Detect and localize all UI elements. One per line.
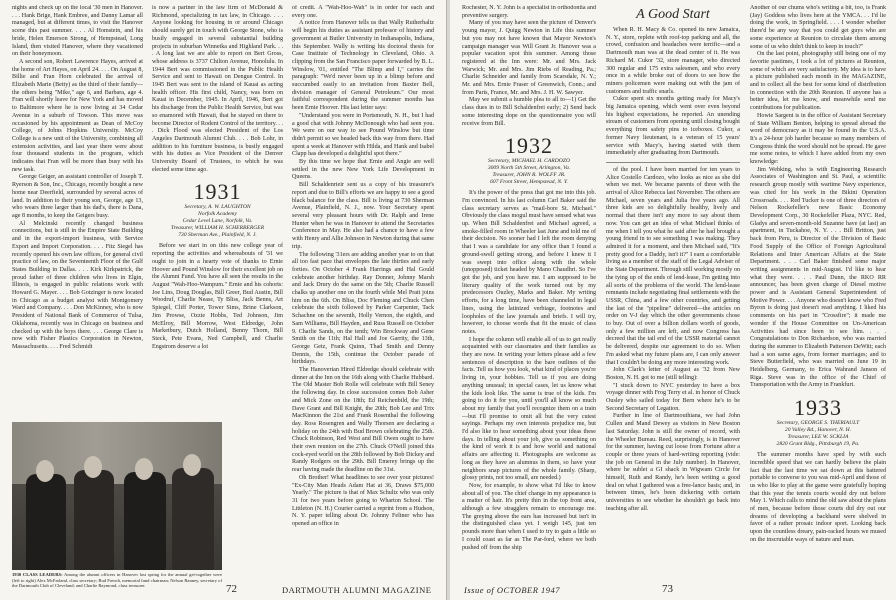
paragraph: Jim Webking, who is with Engineering Research Associates of Washington and St. Paul, a scientific research group mostly with wartime Navy experience, was cited for his work in the Bikini Operation Crossroads. . . . Red Tucker is one of three directors of Nelson Rockefeller's new Basic Economy Development Corp., 30 Rockefeller Plaza, NYC. Red, Gladys and seven-month-old Suzanne have (at last) an apartment, in Tuckahoe, N. Y. . . . Bill Britton, just back from Peru, is Director of the Division of Basic Food Supply of the Office of Foreign Agricultural Relations and Inter American Affairs at the State Department. . . . Carl Baker finished some major writing assignments in mid-August. I'd like to hear what they were. . . . Paul Dunn, the RKO RR announcer, has been given charge of Diesel motive power and is Assistant General Superintendent of Motive Power. . . . Anyone who doesn't know who Fred Byron is doing just doesn't read anything. I liked his comments on his part in "Crossfire"; it made me wonder if the House Committee on Un-American Activities had since been to see him. . . . Congratulations to Don Richardson, who was married during the summer to Elizabeth Patterson DeWitt; each had a son same ages, from former marriages; and to Steve Butterfield, who was married on June 19 in Heidelberg, Germany, to Erica Wahrand Janson of Riga. Steve was in the office of the Chief of Transportation with the Army in Frankfurt. xyxy=(750,166,886,389)
class-leaders-photo xyxy=(12,422,222,570)
secretary-line: Secretary, MICHAEL H. CARDOZO xyxy=(488,158,570,165)
paragraph: It's the power of the press that got me into this job. I'm convinced. In his last column Carl Baker said the class secretary serves as "mail-bore St. Michael." Obviously the class mogul must have sensed what was up. When Bill Schaldenfrei and Michael agreed, a smoke-filled room in Wheeler last June and told me of their decision. No sooner had I left the room denying that I was a candidate for any office than I found a ground-swell getting strong, and before I knew it I was swept into office along with the whole (unopposed) ticket headed by Mano Chaudhri. So I've got the job, and you have me. I am supposed to be literary quality of the work turned out by my predecessors Ouzley, Marks and Baker. My writing efforts, for a long time, have been channeled in legal lines, using the latinized verbiage, footnotes and loopholes of the law journals and briefs. I will try, however, to choose words that fit the music of class notes. xyxy=(462,190,596,335)
paragraph: Many of you may have seen the picture of Denver's young mayor, J. Quigg Newton in Life this summer but you may not have known that Mayor Newton's campaign manager was Will Grant Jr. Hanover was a popular vacation spot this summer. Among those registered at the Inn were: Mr. and Mrs. Jack Warwick; Mr. and Mrs. Jim Riebs of Reading, Pa.; Charlie Schneider and family from Scarsdale, N. Y.; Mr. and Mrs. Ernie Fraser of Greenwich, Conn.; and from Paris, France, Mr. and Mrs. J. H. W. Sawyer. xyxy=(462,20,596,96)
secretary-address-2: Cedar Level Lane, Norfolk, Va. xyxy=(182,218,253,225)
paragraph: "I stuck down to NYC yesterday to have a box voyage dinner with Frog Terry et al. in honor of Chuck Ousley who sailed today for Bern where he's to be Second Secretary of Legation. xyxy=(606,382,740,412)
paragraph: of the pool. I have been married for ten years to Alice Costello Cardozo, who looks as nice as she did when we met. We became parents of three with the arrival of Alice Rebecca last November. The others are Michael, seven years and Julia five years ago. All three kids are so delightfully healthy, lively and normal that there isn't any more to say about them now. You can get an idea of what Michael thinks of me when I tell you what he said after he had brought a young friend in to see something I was making. They admired it for a moment, and then Michael said, "It's pretty good for a Daddy, isn't it?" I earn a comfortable living as a member of the staff of the Legal Adviser of the State Department. Through still working mostly on the tying up of the ends of lend-lease, I'm getting into all sorts of the problems of the world. The lend-lease remnants include negotiating final settlements with the USSR, China, and a few other countries, and getting the last of the "pipeline" delivered—the articles on order on V-J day which the other governments chose to buy. Out of over a billion dollars worth of goods, only a few million are left, and now Congress has decreed that the tail end of the USSR material cannot be delivered, despite our agreement to do so. When I'm asked what my future plans are, I can only answer that I couldn't be doing any more interesting work. xyxy=(606,166,740,366)
paragraph: John Clark's letter of August as '32 from New Boston, N. H. got to me (still telling): xyxy=(606,367,740,381)
paragraph: Another of our chums who's writing a bit, too, is Frank (Jay) Goddess who lives here at the YMCA. . . I'd lie doing the work, in Springfield. . . . I wonder whether there'd be any way that you could get guys who are some experience at Reunion to circulate them among some of us who didn't think to keep in touch?" xyxy=(750,5,886,50)
right-page-number: 73 xyxy=(662,583,673,595)
photo-head-3 xyxy=(135,458,153,480)
secretary-address: 3009 North 5th Street, Arlington, Va. xyxy=(487,165,571,172)
paragraph: Further in line of Dartmouthiana, we had John Cullen and Mand Dewey as visitors in New Boston last Saturday. John is still the owner of record, with the Wheeler Bureau. Reed, surprisingly, is in Hanover for the summer, having cut loose from Fortune after a couple or three years of hard-writing reporting (vide: the job on General in the July number). In Hanover, where he sublet a GI shack in Wigwam Circle for himself, Ruth and Randy, he's been writing a good deal on what I gathered was a free-lance basis; and, in between times, he's been dickering with certain universities to see whether he shouldn't go back into teaching after all. xyxy=(606,413,740,512)
photo-person-3 xyxy=(124,472,166,570)
paragraph: Now, for example, to show what I'd like to know about all of you. The chief change in my appearance is a matter of hair. It's pretty thin in the top front area, although a few stragglers remain to encourage me. The greying above the ears has increased but isn't in the distinguished class yet. I weigh 145, just ten pounds more than when I used to try to gain a little so I could coast as far as The Par-ford, where we both pushed off from the ship xyxy=(462,482,596,551)
paragraph: Cukor spent six months getting ready for Macy's big Jamaica opening, which went over even beyond his highest expectations, he reported. An unending stream of customers from opening until closing bought everything from safety pins to iceboxes. Cukor, a former Navy lieutenant, is a veteran of 15 years' service with Macy's, having started with them immediately after graduating from Dartmouth. xyxy=(606,96,740,157)
secretary-address: 20 Valley Rd., Hanover, N. H. xyxy=(784,427,852,434)
photo-caption-text: Among the alumni officers in Hanover last spring for the annual get-together were (left to right) Alex McFarland, class secretary; Bud French, memorial fund chairman; Nelson Ranney, secretary of the Dartmouth Club of Cleveland; and Charlie Raymond, class treasurer. xyxy=(12,572,222,589)
article-divider xyxy=(606,162,740,163)
class-year-heading: 1933 xyxy=(794,395,842,421)
paragraph: of credit. A "Wah-Hoo-Wah" is in order for each and every one. xyxy=(292,5,434,19)
paragraph: Bill Schaldenrieir sent us a copy of his treasurer's report and due to Bill's efforts we are happy to see a good black balance for the class. Bill is living at 730 Sherman Avenue, Plainfield, N. J., now. Your Secretary spent several very pleasant hours with Dr. Ralph and Irene Hunter when he was in Hanover to attend the Secretaries Conference in May. He also had a chance to have a few with Henry and Allie Johnson in Newton during that same trip. xyxy=(292,182,434,250)
secretary-address-1: Norfolk Academy xyxy=(198,211,237,218)
left-column-3 xyxy=(292,5,434,578)
photo-person-2 xyxy=(74,470,114,570)
left-column-1 xyxy=(12,5,143,415)
class-section-header xyxy=(152,180,283,239)
paragraph: is now a partner in the law firm of McDonald & Richmond, specializing in tax law, in Chicago. . . . Anyone looking for housing in or around Chicago should surely get in touch with George Stone, who is busily engaged in several substantial building projects in suburban Winnetka and Highland Park. . . . A long last we are able to report on Bert Gross, whose address is 3737 Chilton Avenue, Honolulu. In 1944 Bert was commissioned in the Public Health Service and sent to Hawaii on Dengue Control. In 1945 Bert was sent to the island of Kauai as acting health officer. His first child, Nancy, was born on Kauai in December, 1945. In April, 1946, Bert got his discharge from the Public Health Service, but was so enamored with Hawaii, that he stayed on there to become Director of Rodent Control of the territory. . . . Dick Flood was elected President of the Los Angeles Dartmouth Alumni Club. . . . Bob Lohr, in addition to his furniture business, is busily engaged with his duties as Vice President of the Denver University Board of Trustees, to which he was elected some time ago. xyxy=(152,5,283,173)
class-year-heading: 1931 xyxy=(193,179,242,205)
article-title: A Good Start xyxy=(636,7,710,22)
treasurer-address: 2820 Grant Bldg., Pittsburgh 19, Pa. xyxy=(776,441,860,448)
paragraph: Before we start in on this new college year of reporting the activities and whereabouts of '31 we ought to join in a hearty vote of thanks to Ernie Hoover and Pound Winslow for their excellent job on the Alumni Fund. You have all seen the results in the August "Wah-Hoo-Wampum." Ernie and his cohorts: Joe Lins, Doug Douglas, Bill Greer, Bud Austin, Bill Woodruf, Charlie Nease, Ty Bliss, Jack Benns, Art Spiegel, Cliff Porter, Tower Sims, Brine Clarkson, Jim Prowse, Ozzie Hobbs, Ted Johnson, Jim McElroy, Bill Morrow, West Eldredge, John Marketbury, Dutch Holland, Benny Thorn, Bill Steck, Pete Evans, Ned Campbell, and Charlie Engstrom deserve a lot xyxy=(152,243,283,350)
treasurer-line: Treasurer, JOHN R. WOLFF JR. xyxy=(492,172,566,179)
right-column-3 xyxy=(750,5,886,583)
left-page xyxy=(0,0,447,600)
left-column-2 xyxy=(152,5,283,420)
right-footer: Issue of OCTOBER 1947 xyxy=(464,585,561,595)
paragraph: Howie Sargent is in the office of Assistant Secretary of State William Benton, helping to spread abroad the word of democracy as it may be found in the U.S.A. It's a 24-hour job harder because so many members of Congress think the word should not be spread. He gave me some notes, to which I have added from my own knowledge: xyxy=(750,112,886,166)
class-section-header xyxy=(750,396,886,448)
paragraph: May we submit a humble plea to all to—1) Get the class dues in to Bill Schaldenfrei early; 2) Send back some interesting dope on the questionnaire you will receive from Bill. xyxy=(462,97,596,127)
treasurer-line: Treasurer, LEE W. SCKLIA xyxy=(787,434,849,441)
paragraph: By this time we hope that Ernie and Angie are well settled in the new New York Life Development in Queens. xyxy=(292,159,434,181)
class-year-heading: 1932 xyxy=(505,133,553,159)
paragraph: On the last point, photography still being one of my favorite pastimes, I took a lot of pictures at Reunion, some of which are very satisfactory. My idea is to have a picture published each month in the MAGAZINE, and to collect all the best for some kind of distribution in connection with the 20th Reunion. If anyone has a better idea, let me know, and meanwhile send me contributions for publication. xyxy=(750,51,886,112)
paragraph: George Geiger, an assistant controller of Joseph T. Ryerson & Son, Inc., Chicago, recently bought a new home near Deerfield, surrounded by several acres of land. In addition to their young son, George, age 13, who wears three larger than his dad's, there is Dana, age 8 months, to keep the Geigers busy. xyxy=(12,174,143,219)
photo-head-1 xyxy=(36,460,54,482)
paragraph: The Hanoverian Hired Eldredge should celebrate with dinner at the Inn on the 16th along with Charlie Hubbard. The Old Master Bob Rolle will celebrate with Bill Seney the following day. In close succession comes Bob Asher and Mick Zone on the 18th; Ed Reichenbild, the 19th; Dave Grant and Bill Knight, the 20th; Bob Lee and Trix MacKinnon the 21st and Frank Rosenthal the following day. Ross Rosengren and Wally Thorsen are declaring a holiday on the 24th with Bud Brown celebrating the 25th. Chuck Robinson, Red West and Bill Owen ought to have their own reunion on the 27th. Chuck O'Neill joined this cock-eyed world on the 28th followed by Bob Dickey and Randy Rodgers on the 29th. Bill Emerey brings up the rear having made the deadline on the 31st. xyxy=(292,367,434,474)
paragraph: A second son, Robert Lawrence Hayes, arrived at the home of Art Hayes, on April 24. . . . On August 8, Billie and Fran Horn celebrated the arrival of Elizabeth Marie (Betty) as the third of their family—the others being "Mike," age 6, and Barbara, age 4. Fran will shortly leave for New York and has moved to Baltimore where he is now living at 34 Cedar Avenue in a suburb of Towson. This move was occasioned by his appointment as Dean of McCoy College, of Johns Hopkins University. McCoy College is a new unit of the University, combining all extension activities, and last year there were about four thousand students in the program, which indicates that Fran will be more than busy with his new task. xyxy=(12,58,143,173)
paragraph: Rochester, N. Y. John is a specialist in orthodontia and preventive surgery. xyxy=(462,5,596,19)
paragraph: I hope the column will enable all of us to get really acquainted with our classmates and their families as they are now. In writing your letters please add a few sentences of description to the bare outlines of the facts. Tell us how you look, what kind of places you're living in, your hobbies. Tell us if you are doing anything unusual; in special cases, let us know what the kids look like. The same is true of the kids. I'm going to do it for you, until you'll all know so much about my family that you'll recognize them on a train—but I'll promise to omit all but the very cutest sayings. Perhaps my own interests prejudice me, but I'd also like to hear something about your ideas these days. In telling about your job, give us something on the kind of work it is and how world and national affairs are affecting it. Photographs are welcome as long as they have an alumnus in them, so have your neighbors snap pictures of the whole family. (Sharp, glossy prints, not too small, are needed.) xyxy=(462,336,596,482)
photo-caption-lead: 1930 CLASS LEADERS: xyxy=(12,572,63,577)
right-column-2 xyxy=(606,5,740,583)
photo-head-4 xyxy=(183,454,201,476)
paragraph: When R. H. Macy & Co. opened its new Jamaica, N. Y., store, replete with roof-top parking and all, the crowd, confusion and headaches were terrific—and a Dartmouth man was at the dead center of it. He was Richard M. Cukor '32, store manager, who directed 300 regular and 175 extra salesmen, and who every once in a while broke out of doors to see how the miners policemen were making out with the jam of customers and traffic snarls. xyxy=(606,27,740,95)
paragraph: nights and check up on the local '30 men in Hanover. . . . Hank Brige, Hank Embree, and Danny Lamar all managed, but at different times, to visit the Hanover scene this past summer. . . . Al Homstein, and his bride, Helen Emerson Strong, of Hempstead, Long Island, then visited Hanover, where they vacationed on their honeymoon. xyxy=(12,5,143,58)
treasurer-address: 730 Sherman Ave., Plainfield, N. J. xyxy=(178,232,257,239)
photo-person-1 xyxy=(26,474,66,570)
paragraph: "Understand you were in Portsmouth, N. H., but I had a good chat with Johnny McDonough who had seen you. We were on our way to see Pound Winslow but time didn't permit so we headed back this way from there. Had spent a week at Hanover with Hilda, and Hank and Isabel Clapp has developed a delightful spot there." xyxy=(292,112,434,158)
right-page xyxy=(450,0,896,600)
paragraph: Oh Brother! What headlines to see over your pictures! "Ex-City Man Heads Adam Hat at 36, Draws $75,000 Yearly." The picture is that of Max Schultz who was only 31 for two years before going to Wharton School. The Littleton (N. H.) Courier carried a reprint from a Hudson, N. Y. paper telling about Dr. Johnny Feltner who has opened an office in xyxy=(292,474,434,528)
paragraph: The following '31ers are adding another year to on that all too fast pace that envelopes the late thirties and early forties. On October 4 Frank Harrings and Hal Gould celebrate another birthday. Ray Donner, Johnny Marsh and Jack Drury do the same on the 5th; Charlie Russell chalks up another one on the fourth while Mel Pratt joins him on the 6th. On Bliss, Doc Fleming and Chuck Chen celebrate the sixth followed by Parker Carpenter, Tack Schachne on the seventh, Holly Vernon, the eighth, and Sam Williams, Bill Hayden, and Russ Russell on October 9. Charlie Sands, on the tenth; Win Brockway and Gene Smith on the 11th; Hal Hall and Joe Garrity, the 13th, George Getz, Frank Quinn, Thad Smith and Denny Dennis, the 15th, continue the October parade of birthdays. xyxy=(292,251,434,366)
secretary-line: Secretary, A. W. LAUGHTON xyxy=(184,204,251,211)
right-column-1 xyxy=(462,5,596,583)
paragraph: A notice from Hanover tells us that Wally Rutherhaltz will begin his duties as assistant professor of history and government at Butler University in Indianapolis, Indiana, this September. Wally is writing his doctoral thesis for Case Institute of Technology in Cleveland, Ohio. A clipping from the San Francisco paper forwarded by B. L. Winslow, '01, entitled "The Blimp and I," carries the paragraph: "We'd never been up in a blimp before and succumbed easily to an invitation from Baxter Bell, division manager of General Petroleum." Our most faithful correspondent during the summer months has been Ernie Hoover. His last letter says: xyxy=(292,20,434,112)
treasurer-line: Treasurer, WILLIAM H. SCHERBERGER xyxy=(170,225,265,232)
left-page-number: 72 xyxy=(226,583,237,595)
treasurer-address: 607 Front Street, Hempstead, N. Y. xyxy=(490,179,568,186)
class-section-header xyxy=(462,134,596,186)
paragraph: The summer months have sped by with such incredible speed that we can hardly believe the plain fact that the last time we sat down at this battered portable to converse to you was mid-April and those of us who like to play at the game were gratefully hoping that this year the tennis courts would dry out before May 1. Which calls to mind the old saw about the plans of men, because before those courts did dry out our dreams of developing a backhand were shelved in favor of a rather prosaic indoor sport. Looking back upon the countless dreary, pain-racked hours we mused on the inscrutable ways of nature and man. xyxy=(750,452,886,543)
photo-caption xyxy=(12,572,222,589)
photo-head-2 xyxy=(84,456,102,478)
left-footer: DARTMOUTH ALUMNI MAGAZINE xyxy=(282,585,432,595)
paragraph: Al Melcinski recently changed business connections, but is still in the Empire State Building and in the export-import business, with Service Export and Import Corporation. . . . Fitz Siegel has recently opened his own law offices, for general civil practice of law, on the Seventeenth Floor of the Gulf States Building in Dallas. . . . Kirk Kirkpatrick, the proud father of three children who lives in Elgin, Illinois, is engaged in public relations work with Howard G. Mayer. . . . Bob Gotzinger is now located in Chicago as a budget analyst with Montgomery Ward and Company. . . . Don McKinney, who is now President of National Bank of Commerce of Tulsa, Oklahoma, recently was in Chicago on business and checked up with the boys there. . . . George Clare is now with Fisher Plastics Corporation in Newton, Massachusetts. . . . Fred Schmidt xyxy=(12,220,143,350)
secretary-line: Secretary, GEORGE S. THERIAULT xyxy=(776,420,860,427)
photo-person-4 xyxy=(172,468,214,570)
